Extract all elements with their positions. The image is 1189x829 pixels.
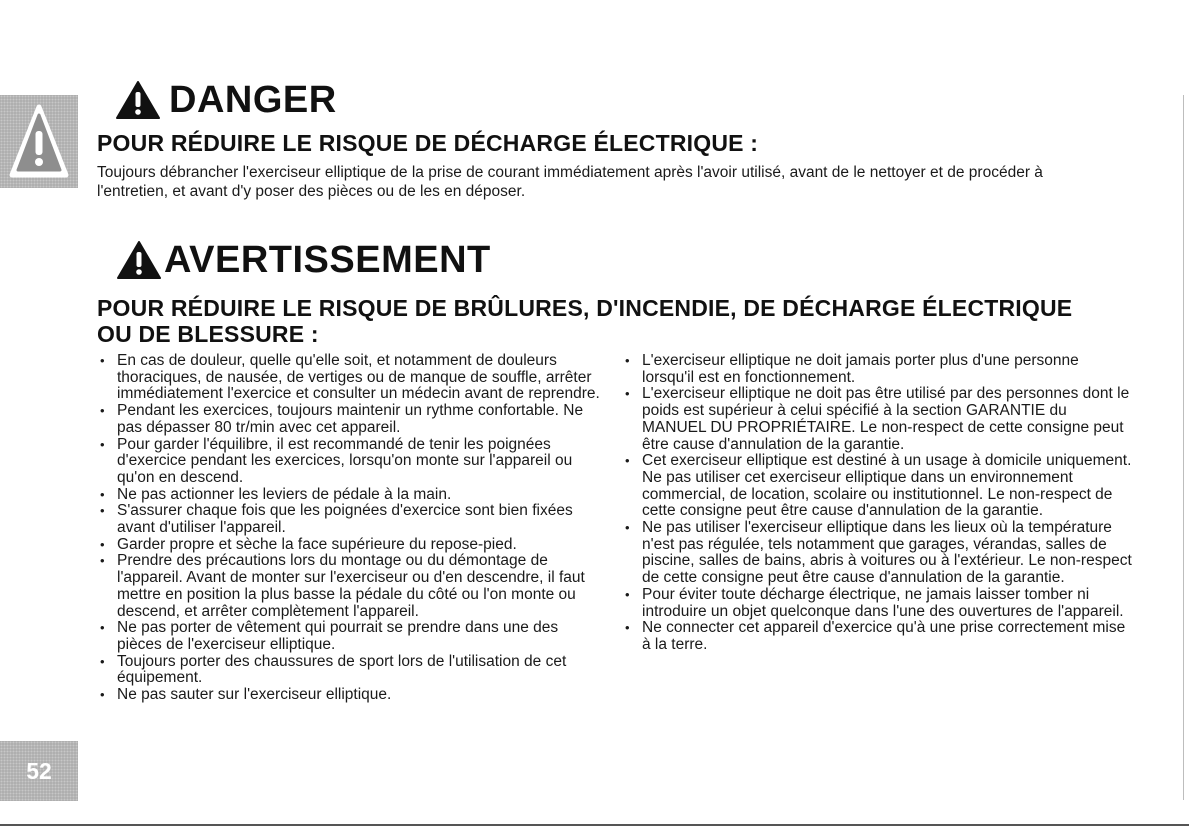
list-item: • Ne pas utiliser l'exerciseur elliptique dans les lieux où la température n'est pas régulée, tels notamment que garages, vérandas, salles de piscine, salles de bains, abris à voitures ou à l'extérieur. Le non-respect de cette consigne peut être cause d'annulation de la garantie.	[625, 520, 1135, 587]
list-item: • Ne pas actionner les leviers de pédale à la main.	[100, 487, 600, 504]
warning-subtitle: POUR RÉDUIRE LE RISQUE DE BRÛLURES, D'INCENDIE, DE DÉCHARGE ÉLECTRIQUE OU DE BLESSURE :	[97, 295, 1073, 347]
warning-triangle-icon	[0, 95, 78, 188]
list-item: • Pour garder l'équilibre, il est recommandé de tenir les poignées d'exercice pendant les exercices, lorsqu'on monte sur l'appareil ou qu'on en descend.	[100, 437, 600, 487]
list-item: • Pour éviter toute décharge électrique, ne jamais laisser tomber ni introduire un objet quelconque dans l'une des ouvertures de l'appareil.	[625, 587, 1135, 620]
list-item: • Garder propre et sèche la face supérieure du repose-pied.	[100, 537, 600, 554]
list-item: • Ne pas sauter sur l'exerciseur elliptique.	[100, 687, 600, 704]
warning-list-right	[625, 353, 1135, 654]
list-item: • Prendre des précautions lors du montage ou du démontage de l'appareil. Avant de monter sur l'exerciseur ou d'en descendre, il faut mettre en position la plus basse la pédale du côté ou l'on monte ou descend, et arrêter complètement l'appareil.	[100, 553, 600, 620]
list-item: • Ne pas porter de vêtement qui pourrait se prendre dans une des pièces de l'exerciseur elliptique.	[100, 620, 600, 653]
page-number: 52	[26, 757, 52, 784]
list-item: • Ne connecter cet appareil d'exercice qu'à une prise correctement mise à la terre.	[625, 620, 1135, 653]
warning-triangle-icon	[116, 240, 162, 280]
danger-subtitle: POUR RÉDUIRE LE RISQUE DE DÉCHARGE ÉLECTRIQUE :	[97, 130, 759, 156]
right-edge-line	[1183, 95, 1184, 800]
list-item: • L'exerciseur elliptique ne doit jamais porter plus d'une personne lorsqu'il est en fonctionnement.	[625, 353, 1135, 386]
danger-title: DANGER	[169, 79, 337, 121]
list-item: • L'exerciseur elliptique ne doit pas être utilisé par des personnes dont le poids est supérieur à celui spécifié à la section GARANTIE du MANUEL DU PROPRIÉTAIRE. Le non-respect de cette consigne peut être cause d'annulation de la garantie.	[625, 386, 1135, 453]
danger-text: Toujours débrancher l'exerciseur elliptique de la prise de courant immédiatement après l'avoir utilisé, avant de le nettoyer et de procéder à l'entretien, et avant d'y poser des pièces ou de les en déposer.	[97, 164, 1043, 200]
warning-title: AVERTISSEMENT	[164, 239, 491, 281]
danger-heading	[115, 80, 337, 120]
warning-list-left	[100, 353, 600, 704]
list-item: • En cas de douleur, quelle qu'elle soit, et notamment de douleurs thoraciques, de nausée, de vertiges ou de manque de souffle, arrêter immédiatement l'exercice et consulter un médecin avant de reprendre.	[100, 353, 600, 403]
warning-heading	[116, 240, 491, 280]
list-item: • Toujours porter des chaussures de sport lors de l'utilisation de cet équipement.	[100, 654, 600, 687]
side-warning-tab	[0, 95, 78, 188]
list-item: • Cet exerciseur elliptique est destiné à un usage à domicile uniquement. Ne pas utiliser cet exerciseur elliptique dans un environnement commercial, de location, scolaire ou institutionnel. Le non-respect de cette consigne peut être cause d'annulation de la garantie.	[625, 453, 1135, 520]
list-item: • S'assurer chaque fois que les poignées d'exercice sont bien fixées avant d'utiliser l'appareil.	[100, 503, 600, 536]
list-item: • Pendant les exercices, toujours maintenir un rythme confortable. Ne pas dépasser 80 tr/min avec cet appareil.	[100, 403, 600, 436]
page-number-tab	[0, 741, 78, 801]
bottom-rule	[0, 824, 1189, 826]
warning-triangle-icon	[115, 80, 161, 120]
